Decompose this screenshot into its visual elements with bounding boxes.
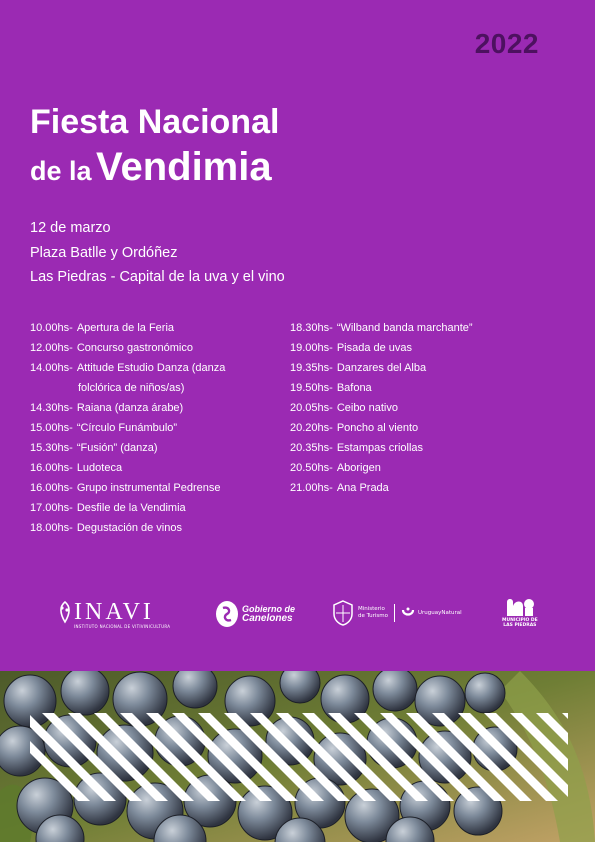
schedule-item	[290, 418, 560, 438]
schedule-item	[290, 438, 560, 458]
uruguay-natural-icon	[401, 606, 415, 620]
canelones-line-2: Canelones	[242, 613, 293, 624]
schedule-event: Attitude Estudio Danza (danza	[76, 362, 226, 374]
schedule-event: Desfile de la Vendimia	[76, 502, 186, 514]
turismo-logo	[332, 600, 462, 626]
grape	[465, 673, 505, 713]
schedule-time: 15.00hs-	[30, 422, 73, 434]
schedule-time: 20.05hs-	[290, 402, 333, 414]
schedule-item	[290, 338, 560, 358]
schedule-event: Ludoteca	[76, 462, 123, 474]
schedule-left	[30, 318, 285, 538]
schedule-item	[30, 418, 285, 438]
event-info	[30, 216, 285, 290]
schedule-item	[30, 518, 285, 538]
schedule-item	[290, 458, 560, 478]
schedule-item	[30, 438, 285, 458]
schedule-time: 19.50hs-	[290, 382, 333, 394]
schedule-event: Ana Prada	[336, 482, 389, 494]
schedule-time: 19.00hs-	[290, 342, 333, 354]
schedule-time: 15.30hs-	[30, 442, 73, 454]
schedule-event: “Círculo Funámbulo”	[76, 422, 178, 434]
schedule-time: 16.00hs-	[30, 462, 73, 474]
inavi-subtitle: INSTITUTO NACIONAL DE VITIVINICULTURA	[74, 624, 171, 629]
schedule-item	[290, 358, 560, 378]
las-piedras-emblem-icon	[503, 596, 537, 618]
schedule-item	[30, 358, 285, 378]
schedule-event: Pisada de uvas	[336, 342, 413, 354]
schedule-item	[290, 478, 560, 498]
schedule-time: 12.00hs-	[30, 342, 73, 354]
schedule-time: 20.50hs-	[290, 462, 333, 474]
schedule-time: 18.30hs-	[290, 322, 333, 334]
schedule-event: “Wilband banda marchante”	[336, 322, 473, 334]
las-piedras-logo	[502, 596, 538, 628]
schedule-event: Grupo instrumental Pedrense	[76, 482, 221, 494]
turismo-line-1: Ministerio	[358, 606, 385, 612]
schedule-item	[30, 318, 285, 338]
schedule-event: Poncho al viento	[336, 422, 419, 434]
grape	[373, 671, 417, 711]
schedule-event: Estampas criollas	[336, 442, 424, 454]
title-line-2	[30, 144, 279, 199]
schedule-event: Aborigen	[336, 462, 381, 474]
schedule-event: Raiana (danza árabe)	[76, 402, 184, 414]
schedule-time: 21.00hs-	[290, 482, 333, 494]
grapes-photo	[0, 671, 595, 842]
schedule-item	[290, 378, 560, 398]
schedule-time: 14.30hs-	[30, 402, 73, 414]
grape-leaf-icon	[56, 600, 74, 624]
sponsor-logos	[0, 596, 595, 636]
schedule-item	[290, 398, 560, 418]
schedule-item	[30, 458, 285, 478]
schedule-item	[290, 318, 560, 338]
schedule-event: Concurso gastronómico	[76, 342, 193, 354]
event-date: 12 de marzo	[30, 220, 111, 236]
schedule-time: 17.00hs-	[30, 502, 73, 514]
schedule-item	[30, 498, 285, 518]
schedule-time: 19.35hs-	[290, 362, 333, 374]
logo-divider	[394, 604, 395, 622]
title-vendimia: Vendimia	[95, 145, 272, 189]
schedule-event: Apertura de la Feria	[76, 322, 175, 334]
schedule-right	[290, 318, 560, 498]
schedule-time: 10.00hs-	[30, 322, 73, 334]
schedule-time: 14.00hs-	[30, 362, 73, 374]
schedule-event: Bafona	[336, 382, 372, 394]
event-title	[30, 102, 279, 199]
canelones-logo	[215, 600, 295, 628]
schedule-event: Danzares del Alba	[336, 362, 427, 374]
inavi-logo	[56, 600, 170, 629]
schedule-item	[30, 478, 285, 498]
las-piedras-line-2: LAS PIEDRAS	[503, 623, 537, 628]
uruguay-natural-label: UruguayNatural	[418, 610, 462, 616]
title-line-1: Fiesta Nacional	[30, 103, 280, 141]
canelones-line-1: Gobierno de	[242, 604, 296, 614]
schedule-event: Ceibo nativo	[336, 402, 398, 414]
las-piedras-line-1: MUNICIPIO DE	[502, 618, 538, 623]
schedule-item	[30, 338, 285, 358]
schedule-event: Degustación de vinos	[76, 522, 182, 534]
year-label: 2022	[474, 28, 539, 59]
schedule-item	[30, 398, 285, 418]
coat-of-arms-icon	[332, 600, 354, 626]
schedule-time: 18.00hs-	[30, 522, 73, 534]
schedule-time: 20.35hs-	[290, 442, 333, 454]
grape	[61, 671, 109, 715]
schedule-event: “Fusión” (danza)	[76, 442, 158, 454]
grapes-illustration	[0, 671, 595, 842]
inavi-name: INAVI	[74, 599, 154, 625]
schedule-time: 20.20hs-	[290, 422, 333, 434]
schedule-time: 16.00hs-	[30, 482, 73, 494]
schedule-item-continuation: folclórica de niños/as)	[78, 382, 185, 394]
canelones-emblem-icon	[215, 600, 239, 628]
event-city: Las Piedras - Capital de la uva y el vino	[30, 269, 285, 285]
title-de-la: de la	[30, 156, 92, 186]
turismo-line-2: de Turismo	[358, 613, 389, 619]
event-venue: Plaza Batlle y Ordóñez	[30, 244, 178, 261]
